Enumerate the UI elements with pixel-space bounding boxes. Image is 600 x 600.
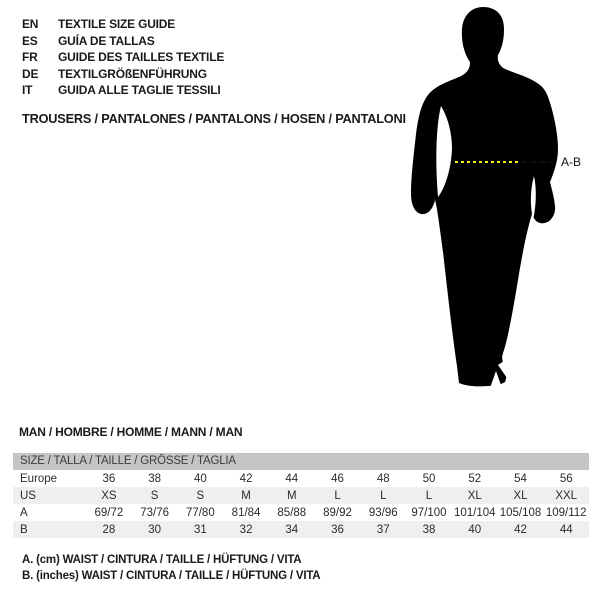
footnote-a: A. (cm) WAIST / CINTURA / TAILLE / HÜFTUNG / VITA (22, 554, 302, 566)
size-cell: 46 (331, 472, 344, 485)
size-cell: 42 (239, 472, 253, 485)
size-cell: 36 (102, 472, 116, 485)
size-cell: 89/92 (323, 506, 352, 519)
size-cell: 93/96 (368, 506, 398, 519)
table-row-a-cm (13, 504, 589, 521)
size-cell: 30 (148, 523, 161, 536)
language-row-es (22, 33, 224, 50)
size-cell: 101/104 (453, 506, 496, 519)
language-row-de (22, 66, 224, 83)
size-cell: 28 (102, 523, 116, 536)
size-cell: S (196, 489, 205, 502)
language-label: GUIDA ALLE TAGLIE TESSILI (58, 83, 221, 98)
size-cell: 40 (468, 523, 482, 536)
size-cell: 54 (514, 472, 527, 485)
size-cell: 105/108 (499, 506, 542, 519)
language-row-it (22, 82, 224, 99)
language-code: EN (22, 17, 39, 32)
size-cell: 109/112 (545, 506, 587, 519)
size-cell: 44 (285, 472, 299, 485)
size-cell: 32 (239, 523, 253, 536)
footnote-b: B. (inches) WAIST / CINTURA / TAILLE / HÜFTUNG / VITA (22, 570, 321, 582)
language-code: DE (22, 66, 39, 81)
measure-label: A-B (561, 155, 582, 169)
row-label: B (20, 523, 28, 536)
size-table (13, 453, 589, 538)
size-cell: 37 (376, 523, 390, 536)
size-cell: XL (467, 489, 482, 502)
language-list (22, 16, 224, 99)
row-label: US (20, 489, 36, 502)
language-code: ES (22, 33, 38, 48)
size-cell: 48 (376, 472, 390, 485)
size-cell: S (150, 489, 159, 502)
size-cell: XXL (555, 489, 578, 502)
size-cell: 85/88 (277, 506, 307, 519)
size-table-header: SIZE / TALLA / TAILLE / GRÖSSE / TAGLIA (13, 453, 589, 470)
footnotes (22, 552, 320, 584)
size-cell: 36 (331, 523, 344, 536)
size-cell: 50 (422, 472, 436, 485)
size-cell: L (380, 489, 387, 502)
category-title: TROUSERS / PANTALONES / PANTALONS / HOSEN / PANTALONI (22, 111, 406, 126)
size-cell: 38 (422, 523, 436, 536)
size-cell: XL (513, 489, 528, 502)
language-code: FR (22, 50, 38, 65)
language-label: GUIDE DES TAILLES TEXTILE (58, 50, 225, 65)
size-cell: 97/100 (411, 506, 447, 519)
size-cell: XS (101, 489, 117, 502)
size-cell: 34 (285, 523, 299, 536)
size-cell: M (241, 489, 251, 502)
size-cell: 81/84 (231, 506, 261, 519)
size-cell: 38 (148, 472, 161, 485)
size-cell: 44 (559, 523, 573, 536)
table-row-europe (13, 470, 589, 487)
language-label: GUÍA DE TALLAS (58, 33, 155, 48)
size-cell: 52 (468, 472, 482, 485)
table-row-b-inches (13, 521, 589, 538)
size-cell: 69/72 (94, 506, 124, 519)
size-cell: L (425, 489, 433, 502)
row-label: Europe (20, 472, 58, 485)
size-cell: M (287, 489, 297, 502)
man-silhouette-icon (400, 0, 600, 400)
size-cell: 56 (559, 472, 573, 485)
size-cell: 42 (514, 523, 527, 536)
table-row-us (13, 487, 589, 504)
language-row-fr (22, 49, 224, 66)
language-code: IT (22, 83, 33, 98)
man-silhouette-figure (400, 0, 600, 400)
language-row-en (22, 16, 224, 33)
size-cell: L (334, 489, 341, 502)
size-cell: 40 (193, 472, 207, 485)
size-cell: 73/76 (140, 506, 169, 519)
size-cell: 77/80 (185, 506, 215, 519)
language-label: TEXTILE SIZE GUIDE (58, 17, 176, 32)
section-title-man: MAN / HOMBRE / HOMME / MANN / MAN (19, 425, 243, 439)
row-label: A (20, 506, 28, 519)
size-cell: 31 (193, 523, 207, 536)
language-label: TEXTILGRÖßENFÜHRUNG (58, 66, 207, 81)
